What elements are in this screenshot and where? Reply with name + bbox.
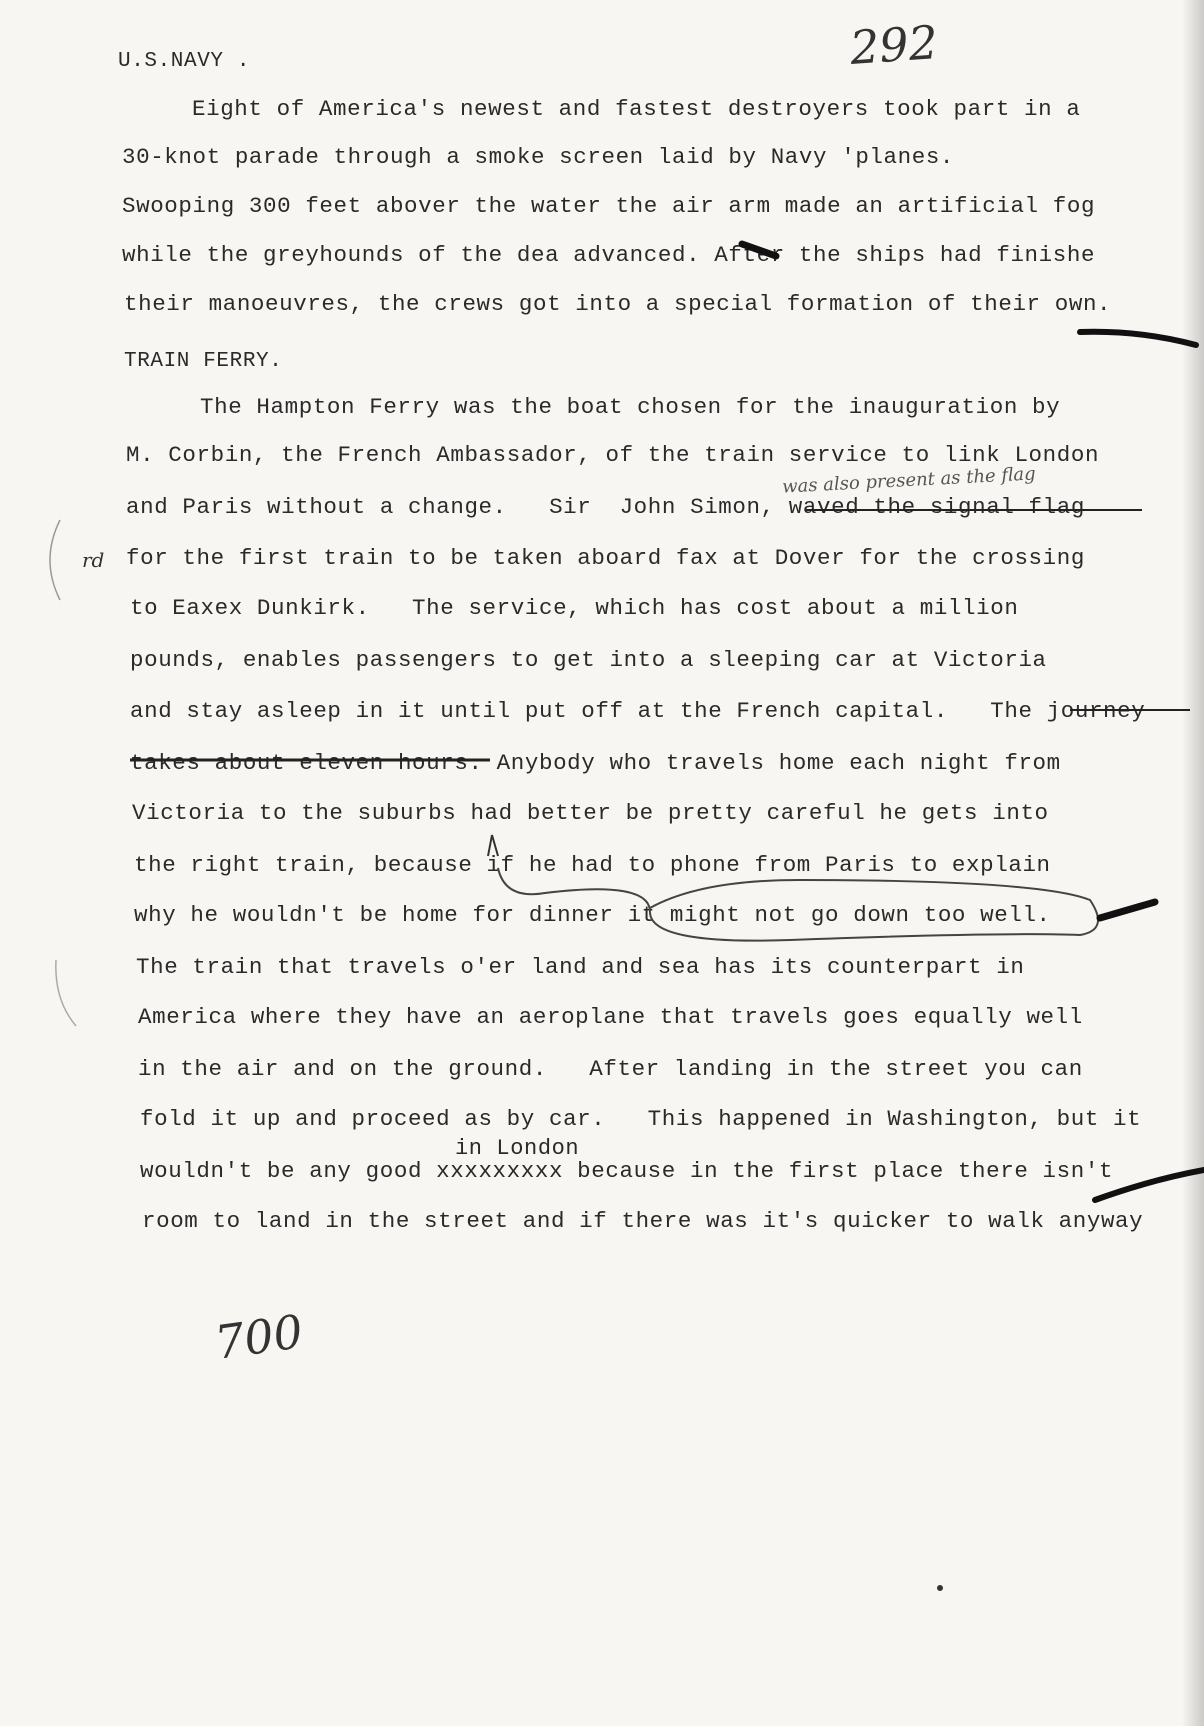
- margin-bracket-lower: [56, 960, 76, 1026]
- text-line: Swooping 300 feet abover the water the air arm made an artificial fog: [122, 193, 1096, 219]
- text-line: 30-knot parade through a smoke screen laid by Navy 'planes.: [122, 144, 955, 170]
- caret-mark: [488, 835, 498, 856]
- text-line: and stay asleep in it until put off at the French capital. The journey: [130, 698, 1146, 724]
- text-line: room to land in the street and if there was it's quicker to walk anyway: [142, 1208, 1144, 1234]
- pen-stroke-bottom: [1095, 1170, 1204, 1200]
- text-line: wouldn't be any good xxxxxxxxx because in the first place there isn't: [140, 1158, 1114, 1184]
- handwritten-bottom-note: 700: [211, 1304, 307, 1370]
- text-line: in the air and on the ground. After landing in the street you can: [138, 1056, 1083, 1082]
- text-line: and Paris without a change. Sir John Simon, waved the signal flag: [126, 494, 1085, 520]
- text-line: pounds, enables passengers to get into a sleeping car at Victoria: [130, 647, 1047, 673]
- text-line: The Hampton Ferry was the boat chosen for the inauguration by: [200, 394, 1061, 420]
- text-line: to Eaxex Dunkirk. The service, which has cost about a million: [130, 595, 1019, 621]
- margin-bracket: [50, 520, 60, 600]
- text-line: Victoria to the suburbs had better be pretty careful he gets into: [132, 800, 1049, 826]
- heading-train-ferry: TRAIN FERRY.: [124, 350, 283, 373]
- typed-insertion: in London: [455, 1136, 580, 1161]
- text-line: while the greyhounds of the dea advanced. After the ships had finishe: [122, 242, 1096, 268]
- pen-stroke-after-advanced: [742, 244, 776, 256]
- text-line: why he wouldn't be home for dinner it might not go down too well.: [134, 902, 1051, 928]
- text-line: fold it up and proceed as by car. This happened in Washington, but it: [140, 1106, 1142, 1132]
- ink-dot: [937, 1585, 943, 1591]
- text-line: America where they have an aeroplane that travels goes equally well: [138, 1004, 1083, 1030]
- handwritten-page-number: 292: [848, 15, 940, 75]
- text-line: their manoeuvres, the crews got into a special formation of their own.: [124, 291, 1112, 317]
- margin-mark: rd: [82, 548, 105, 572]
- heading-us-navy: U.S.NAVY .: [118, 50, 251, 73]
- pen-stroke-end-of-section: [1080, 332, 1196, 345]
- text-line: The train that travels o'er land and sea has its counterpart in: [136, 954, 1025, 980]
- text-line: M. Corbin, the French Ambassador, of the train service to link London: [126, 442, 1100, 468]
- text-line: the right train, because if he had to phone from Paris to explain: [134, 852, 1051, 878]
- text-line: for the first train to be taken aboard fax at Dover for the crossing: [126, 545, 1085, 571]
- pen-stroke-after-well: [1100, 902, 1155, 918]
- loop-annotation: [498, 868, 1098, 941]
- handwritten-insertion: was also present as the flag: [781, 463, 1037, 498]
- text-line: takes about eleven hours. Anybody who travels home each night from: [130, 750, 1061, 776]
- text-line: Eight of America's newest and fastest destroyers took part in a: [192, 96, 1081, 122]
